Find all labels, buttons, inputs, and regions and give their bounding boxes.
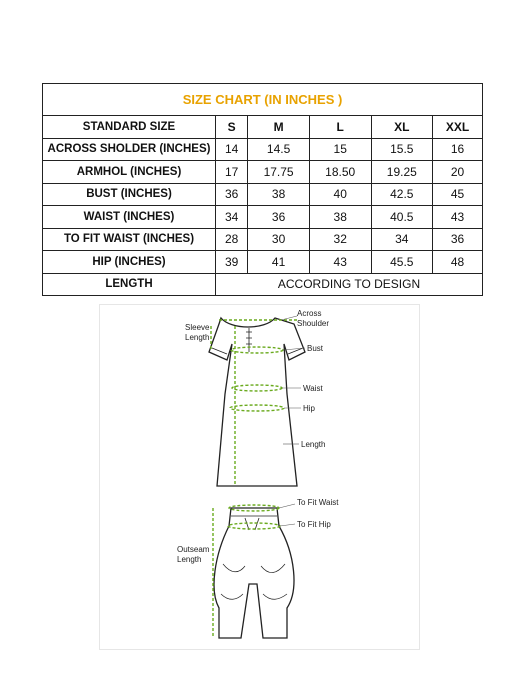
- diagram-frame: [100, 305, 420, 650]
- cell: 14.5: [248, 138, 310, 161]
- row-hip: [43, 251, 483, 274]
- label-to-fit-hip: To Fit Hip: [297, 520, 331, 529]
- cell: 45.5: [371, 251, 433, 274]
- cell: 38: [248, 183, 310, 206]
- cell: 42.5: [371, 183, 433, 206]
- label-sleeve: Sleeve: [185, 323, 210, 332]
- row-to-fit-waist: [43, 228, 483, 251]
- label-to-fit-waist: To Fit Waist: [297, 498, 339, 507]
- cell: 28: [216, 228, 248, 251]
- cell: 17: [216, 161, 248, 184]
- cell: 43: [309, 251, 371, 274]
- cell: 39: [216, 251, 248, 274]
- header-size-l: L: [309, 116, 371, 139]
- row-waist: [43, 206, 483, 229]
- row-label: ARMHOL (INCHES): [43, 161, 216, 184]
- header-size-s: S: [216, 116, 248, 139]
- cell: 18.50: [309, 161, 371, 184]
- cell: 45: [433, 183, 483, 206]
- row-label: TO FIT WAIST (INCHES): [43, 228, 216, 251]
- row-armhole: [43, 161, 483, 184]
- label-waist: Waist: [303, 384, 323, 393]
- row-across-shoulder: [43, 138, 483, 161]
- cell: 15: [309, 138, 371, 161]
- length-value: ACCORDING TO DESIGN: [216, 273, 483, 296]
- label-bust: Bust: [307, 344, 324, 353]
- cell: 36: [433, 228, 483, 251]
- label-outseam: Outseam: [177, 545, 210, 554]
- row-length: [43, 273, 483, 296]
- cell: 19.25: [371, 161, 433, 184]
- row-label: BUST (INCHES): [43, 183, 216, 206]
- cell: 15.5: [371, 138, 433, 161]
- header-row: [43, 116, 483, 139]
- cell: 48: [433, 251, 483, 274]
- cell: 34: [216, 206, 248, 229]
- row-label: ACROSS SHOLDER (INCHES): [43, 138, 216, 161]
- cell: 38: [309, 206, 371, 229]
- label-hip: Hip: [303, 404, 316, 413]
- size-chart-title: SIZE CHART (IN INCHES ): [43, 84, 483, 116]
- row-label: HIP (INCHES): [43, 251, 216, 274]
- cell: 20: [433, 161, 483, 184]
- header-size-xl: XL: [371, 116, 433, 139]
- title-row: [43, 84, 483, 116]
- size-chart-table: [42, 83, 483, 296]
- cell: 43: [433, 206, 483, 229]
- cell: 14: [216, 138, 248, 161]
- label-shoulder: Shoulder: [297, 319, 330, 328]
- measurement-diagram: [99, 304, 420, 650]
- label-across: Across: [297, 309, 322, 318]
- cell: 36: [216, 183, 248, 206]
- cell: 41: [248, 251, 310, 274]
- cell: 17.75: [248, 161, 310, 184]
- cell: 34: [371, 228, 433, 251]
- cell: 32: [309, 228, 371, 251]
- header-standard-size: STANDARD SIZE: [43, 116, 216, 139]
- cell: 36: [248, 206, 310, 229]
- cell: 40: [309, 183, 371, 206]
- label-length: Length: [301, 440, 326, 449]
- row-bust: [43, 183, 483, 206]
- label-sleeve-length: Length: [185, 333, 210, 342]
- row-label: WAIST (INCHES): [43, 206, 216, 229]
- row-label: LENGTH: [43, 273, 216, 296]
- label-outseam-length: Length: [177, 555, 202, 564]
- header-size-m: M: [248, 116, 310, 139]
- cell: 40.5: [371, 206, 433, 229]
- header-size-xxl: XXL: [433, 116, 483, 139]
- cell: 30: [248, 228, 310, 251]
- cell: 16: [433, 138, 483, 161]
